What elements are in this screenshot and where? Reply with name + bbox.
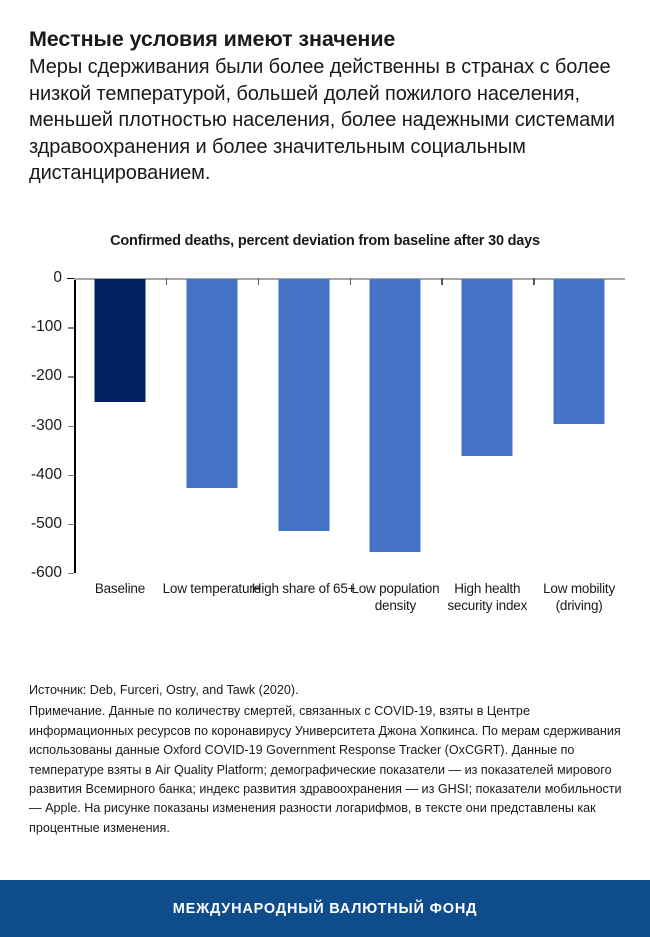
- y-axis-tick-label: -400: [30, 465, 62, 483]
- y-axis-tick: [68, 327, 74, 328]
- x-axis-category-label: Low temperature: [162, 581, 261, 596]
- y-axis-tick: [68, 524, 74, 525]
- x-axis-tick: [441, 278, 442, 285]
- bar-3: [278, 279, 329, 531]
- headline-block: [29, 26, 629, 187]
- chart-plot-area: [30, 269, 625, 613]
- note-text: Примечание. Данные по количеству смертей, связанных с COVID-19, взяты в Центре информационных ресурсов по коронавирусу Университета Джона Хопкинса. По мерам сдерживания использованы данные Oxford COVID-19 Government Response Tracker (OxCGRT). Данные по температуре взяты в Air Quality Platform; демографические показатели — из показателей мирового развития Всемирного банка; индекс развития здравоохранения — из GHSI; показатели мобильности — Apple. На рисунке показаны изменения разности логарифмов, в тексте они представлены как процентные изменения.: [29, 704, 622, 835]
- y-axis-tick: [68, 376, 74, 377]
- source-text: Источник: Deb, Furceri, Ostry, and Tawk (2020).: [29, 683, 299, 697]
- bar-2: [186, 279, 237, 488]
- bar-5: [462, 279, 513, 456]
- x-axis-category-label: Baseline: [94, 581, 145, 596]
- y-axis-tick: [67, 278, 74, 279]
- footer-bar: [0, 880, 650, 937]
- bar-chart: [0, 225, 650, 665]
- bar-1: [94, 279, 145, 402]
- y-axis-tick: [68, 426, 74, 427]
- page-subtitle: Меры сдерживания были более действенны в странах с более низкой температурой, большей долей пожилого населения, меньшей плотностью населения, более надежными системами здравоохранения и более значительным социальным дистанцированием.: [29, 56, 615, 184]
- y-axis-tick-label: 0: [53, 269, 62, 286]
- footer-label: МЕЖДУНАРОДНЫЙ ВАЛЮТНЫЙ ФОНД: [172, 900, 478, 917]
- y-axis-tick: [68, 475, 74, 476]
- y-axis-tick-label: -200: [30, 367, 62, 385]
- bar-4: [370, 279, 421, 552]
- chart-notes: [29, 681, 629, 838]
- x-axis-tick: [350, 278, 351, 285]
- x-axis-category-label: High health security index: [447, 581, 528, 613]
- y-axis-tick-label: -600: [30, 564, 62, 581]
- page-title: Местные условия имеют значение: [29, 27, 396, 51]
- x-axis-category-label: Low population density: [351, 581, 440, 613]
- y-axis-tick-label: -500: [30, 514, 62, 532]
- y-axis-tick-label: -300: [30, 416, 62, 434]
- y-axis-tick: [68, 573, 74, 574]
- y-axis-tick-label: -100: [30, 318, 62, 336]
- x-axis-tick: [258, 278, 259, 285]
- bar-6: [554, 279, 605, 424]
- x-axis-tick: [166, 278, 167, 285]
- y-axis-line: [74, 278, 76, 573]
- x-axis-category-label: High share of 65+: [251, 581, 356, 596]
- chart-title: Confirmed deaths, percent deviation from baseline after 30 days: [110, 233, 540, 249]
- x-axis-tick: [533, 278, 534, 285]
- x-axis-category-label: Low mobility (driving): [543, 581, 616, 613]
